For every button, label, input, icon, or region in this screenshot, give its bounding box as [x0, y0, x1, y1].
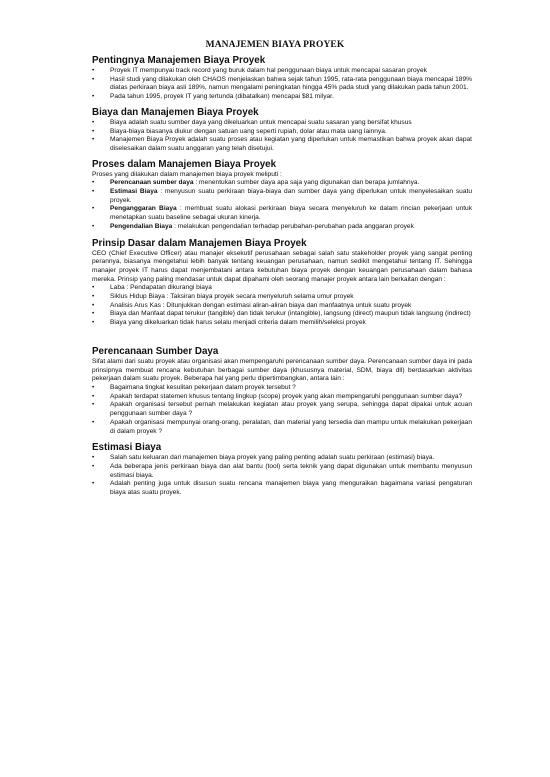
- bullet-icon: •: [92, 293, 95, 301]
- bullet-icon: •: [92, 222, 95, 230]
- bullet-list: [92, 67, 472, 102]
- section-heading-estimasi: Estimasi Biaya: [92, 442, 162, 454]
- bullet-list: [92, 179, 472, 231]
- list-item: • Apakah terdapat statemen khusus tentang lingkup (scope) proyek yang akan mempengaruhi penggunaan sumber daya?: [92, 392, 463, 400]
- list-item: • Apakah organisasi mempunyai orang-orang, peralatan, dan material yang tersedia dan mampu untuk melakukan pekerjaan di dalam proyek ?: [92, 418, 472, 435]
- list-item: • Bagaimana tingkat kesulitan pekerjaan dalam proyek tersebut ?: [92, 383, 296, 391]
- list-item: • Hasil studi yang dilakukan oleh CHAOS menjelaskan bahwa sejak tahun 1995, rata-rata penggunaan biaya mencapai 189% diatas perkiraan biaya asli 189%, namun mengalami peningkatan hingga 45% pada studi yang dilakukan pada tahun 2001.: [92, 75, 472, 92]
- bullet-icon: •: [92, 401, 95, 409]
- list-item: • Pengendalian Biaya : melakukan pengendalian terhadap perubahan-perubahan pada anggaran proyek: [92, 222, 414, 230]
- bullet-icon: •: [92, 462, 95, 470]
- bullet-icon: •: [92, 67, 95, 74]
- list-item: • Biaya dan Manfaat dapat terukur (tangible) dan tidak terukur (intangible), langsung (direct) maupun tidak langsung (indirect): [92, 310, 471, 318]
- list-item: • Proyek IT mempunyai track record yang buruk dalam hal penggunaan biaya untuk mencapai sasaran proyek: [92, 67, 427, 74]
- document-body: [92, 55, 472, 498]
- list-item: • Biaya-biaya biasanya diukur dengan satuan uang seperti rupiah, dolar atau mata uang lainnya.: [92, 127, 387, 135]
- section-heading-perencanaan: Perencanaan Sumber Daya: [92, 345, 219, 357]
- bullet-list: [92, 454, 472, 498]
- list-item: • Analisis Arus Kas : Ditunjukkan dengan estimasi aliran-aliran biaya dan manfaatnya untuk suatu proyek: [92, 301, 412, 309]
- bullet-icon: •: [92, 418, 95, 426]
- list-item: • Penganggaran Biaya : membuat suatu alokasi perkiraan biaya secara menyeluruh ke dalam rincian pekerjaan untuk menetapkan suatu baseline sebagai ukuran kinerja.: [92, 205, 472, 222]
- bullet-icon: •: [92, 284, 95, 292]
- list-item: • Biaya yang dikeluarkan tidak harus selalu menjadi criteria dalam memilih/seleksi proyek: [92, 319, 366, 327]
- bullet-icon: •: [92, 136, 95, 144]
- bullet-icon: •: [92, 118, 95, 126]
- bullet-icon: •: [92, 319, 95, 327]
- list-item: • Pada tahun 1995, proyek IT yang tertunda (dibatalkan) mencapai $81 milyar.: [92, 93, 334, 101]
- list-item: • Manajemen Biaya Proyek adalah suatu proses atau kegiatan yang diperlukan untuk memastikan bahwa proyek akan dapat diselesaikan dalam suatu anggaran yang telah disetujui.: [92, 136, 472, 152]
- bullet-icon: •: [92, 188, 95, 196]
- bullet-list: [92, 384, 472, 436]
- section-heading-biaya: Biaya dan Manajemen Biaya Proyek: [92, 106, 259, 118]
- section-intro: CEO (Chief Executive Officer) atau manajer eksekutif perusahaan sebagai salah satu stakeholder proyek yang sangat penting perannya, biasanya mengetahui lebih banyak tentang keuangan perusahaan, namun sedikit mengetahui tentang IT. Sehingga manajer proyek IT harus dapat menjembatani antara kebutuhan biaya proyek dengan keuangan perusahaan dalam bahasa mereka. Prinsip yang paling mendasar untuk dapat dipahami oleh seorang manajer proyek antara lain berkaitan dengan :: [92, 249, 472, 283]
- bullet-icon: •: [92, 301, 95, 309]
- bullet-icon: •: [92, 383, 95, 391]
- list-item: • Biaya adalah suatu sumber daya yang dikeluarkan untuk mencapai suatu sasaran yang bersifat khusus: [92, 118, 412, 126]
- list-item: • Perencanaan sumber daya : menentukan sumber daya apa saja yang digunakan dan berapa jumlahnya.: [92, 179, 420, 187]
- list-item: • Adalah penting juga untuk disusun suatu rencana manajemen biaya yang menguraikan bagaimana variasi pengaturan biaya atas suatu proyek.: [92, 480, 472, 497]
- bullet-icon: •: [92, 310, 95, 318]
- bullet-icon: •: [92, 75, 95, 83]
- list-item: • Ada beberapa jenis perkiraan biaya dan alat bantu (tool) serta teknik yang dapat digunakan untuk membantu menyusun estimasi biaya.: [92, 462, 472, 479]
- list-item: • Laba : Pendapatan dikurangi biaya: [92, 284, 212, 292]
- list-item: • Estimasi Biaya : menyusun suatu perkiraan biaya-biaya dan sumber daya yang diperlukan untuk menyelesaikan suatu proyek.: [92, 188, 472, 204]
- section-heading-proses: Proses dalam Manajemen Biaya Proyek: [92, 158, 277, 170]
- list-item: • Siklus Hidup Biaya : Taksiran biaya proyek secara menyeluruh selama umur proyek: [92, 293, 354, 301]
- list-item: • Salah satu keluaran dari manajemen biaya proyek yang paling penting adalah suatu perkiraan (estimasi) biaya.: [92, 454, 435, 462]
- bullet-icon: •: [92, 454, 95, 462]
- bullet-icon: •: [92, 127, 95, 135]
- bullet-icon: •: [92, 480, 95, 488]
- bullet-list: [92, 119, 472, 154]
- bullet-icon: •: [92, 179, 95, 187]
- section-intro: Proses yang dilakukan dalam manajemen biaya proyek meliputi :: [92, 170, 282, 178]
- bullet-list: [92, 284, 472, 328]
- section-heading-pentingnya: Pentingnya Manajemen Biaya Proyek: [92, 55, 266, 66]
- list-item: • Apakah organisasi tersebut pernah melakukan kegiatan atau proyek yang serupa, sehingga dapat dipakai untuk acuan penggunaan sumber daya ?: [92, 401, 472, 418]
- bullet-icon: •: [92, 392, 95, 400]
- bullet-icon: •: [92, 93, 95, 101]
- section-intro: Sifat alami dari suatu proyek atau organisasi akan mempengaruhi perencanaan sumber daya. Perencanaan sumber daya ini pada prinsipnya membuat rencana kebutuhan berbagai sumber daya (khususnya material, SDM, biaya dll) berdasarkan aktivitas pekerjaan dalam suatu proyek. Beberapa hal yang perlu dipertimbangkan, antara lain :: [92, 357, 472, 383]
- document-title: MANAJEMEN BIAYA PROYEK: [205, 40, 345, 50]
- bullet-icon: •: [92, 205, 95, 213]
- section-heading-prinsip: Prinsip Dasar dalam Manajemen Biaya Proyek: [92, 237, 307, 249]
